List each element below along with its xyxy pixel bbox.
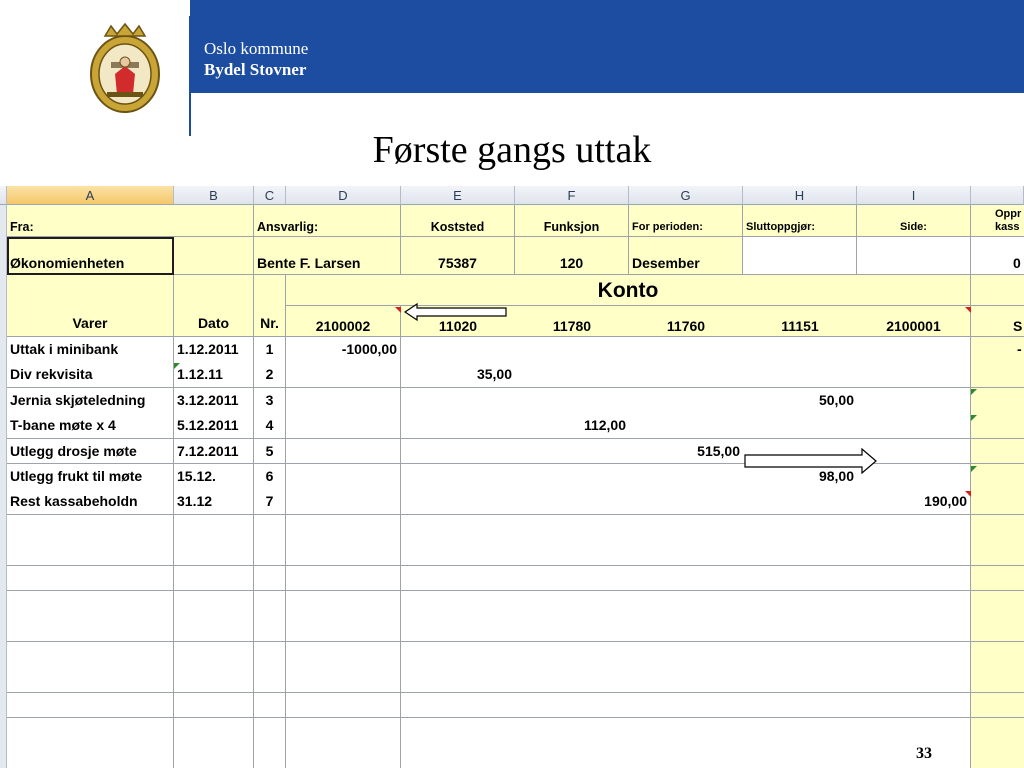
cell-amount[interactable]: 112,00 (515, 413, 630, 439)
cell-dato[interactable] (174, 743, 254, 768)
cell-varer[interactable] (7, 566, 174, 592)
cell-varer[interactable] (7, 743, 174, 768)
cell-amount[interactable] (857, 362, 971, 388)
cell-amount[interactable] (857, 540, 971, 566)
cell-nr[interactable] (254, 591, 286, 617)
column-header-g[interactable]: G (629, 186, 743, 205)
account-header[interactable]: 11151 (743, 306, 858, 337)
cell-nr[interactable] (254, 515, 286, 541)
cell-varer[interactable] (7, 718, 174, 744)
cell-last[interactable] (971, 464, 1024, 490)
cell-varer[interactable] (7, 591, 174, 617)
value-side[interactable] (857, 237, 971, 275)
cell-amount[interactable]: -1000,00 (286, 337, 401, 363)
cell-last[interactable]: - (971, 337, 1024, 363)
cell-varer[interactable]: Uttak i minibank (7, 337, 174, 363)
label-side[interactable]: Side: (857, 205, 971, 237)
value-sluttoppgjor[interactable] (743, 237, 857, 275)
cell-amount[interactable] (401, 616, 516, 642)
cell-amount[interactable] (515, 489, 630, 515)
cell-dato[interactable] (174, 515, 254, 541)
account-header[interactable]: 2100002 (286, 306, 401, 337)
cell-amount[interactable] (515, 718, 630, 744)
cell-nr[interactable] (254, 616, 286, 642)
label-oppr: Oppr (995, 208, 1022, 220)
cell-amount[interactable] (515, 693, 630, 719)
comment-marker (965, 491, 971, 497)
konto-header[interactable]: Konto (286, 275, 971, 306)
cell-amount[interactable] (401, 337, 516, 363)
cell-dato[interactable]: 31.12 (174, 489, 254, 515)
cell-last[interactable] (971, 693, 1024, 719)
error-marker (971, 415, 977, 421)
konto-header-extra[interactable] (971, 275, 1024, 306)
cell-last[interactable] (971, 540, 1024, 566)
cell-amount[interactable]: 35,00 (401, 362, 516, 388)
cell-amount[interactable] (286, 515, 401, 541)
cell-amount[interactable] (286, 540, 401, 566)
cell-amount[interactable] (515, 642, 630, 668)
value-oppr-kasse[interactable]: 0 (971, 237, 1024, 275)
cell-nr[interactable] (254, 566, 286, 592)
column-header-f[interactable]: F (515, 186, 629, 205)
cell-amount[interactable] (515, 464, 630, 490)
cell-amount[interactable]: 190,00 (857, 489, 971, 515)
cell-varer[interactable] (7, 515, 174, 541)
account-header[interactable]: 11020 (401, 306, 516, 337)
cell-amount[interactable] (286, 464, 401, 490)
cell-amount[interactable] (629, 616, 744, 642)
cell-dato[interactable] (174, 642, 254, 668)
cell-last[interactable] (971, 591, 1024, 617)
cell-nr[interactable]: 3 (254, 388, 286, 414)
column-header-b[interactable]: B (174, 186, 254, 205)
cell-amount[interactable] (857, 616, 971, 642)
cell-amount[interactable] (743, 667, 858, 693)
cell-varer[interactable] (7, 540, 174, 566)
column-header-c[interactable]: C (254, 186, 286, 205)
cell-amount[interactable] (629, 388, 744, 414)
cell-amount[interactable] (286, 693, 401, 719)
cell-dato[interactable] (174, 667, 254, 693)
column-header-d[interactable]: D (286, 186, 401, 205)
cell-amount[interactable] (629, 718, 744, 744)
row-header-strip[interactable] (0, 205, 7, 768)
cell-nr[interactable] (254, 693, 286, 719)
cell-amount[interactable] (515, 743, 630, 768)
cell-amount[interactable] (629, 489, 744, 515)
cell-amount[interactable] (515, 362, 630, 388)
select-all-corner[interactable] (0, 186, 7, 205)
label-for-perioden[interactable]: For perioden: (629, 205, 743, 237)
cell-amount[interactable] (401, 413, 516, 439)
cell-amount[interactable] (286, 591, 401, 617)
cell-amount[interactable] (629, 591, 744, 617)
cell-dato[interactable] (174, 718, 254, 744)
cell-amount[interactable] (515, 591, 630, 617)
column-header-i[interactable]: I (857, 186, 971, 205)
cell-amount[interactable] (286, 642, 401, 668)
cell-amount[interactable] (743, 743, 858, 768)
cell-nr[interactable] (254, 743, 286, 768)
cell-last[interactable] (971, 489, 1024, 515)
cell-amount[interactable] (857, 718, 971, 744)
cell-dato[interactable]: 5.12.2011 (174, 413, 254, 439)
cell-amount[interactable] (743, 718, 858, 744)
cell-last[interactable] (971, 388, 1024, 414)
label-ansvarlig[interactable]: Ansvarlig: (254, 205, 401, 237)
cell-amount[interactable] (515, 566, 630, 592)
cell-amount[interactable] (743, 540, 858, 566)
cell-amount[interactable] (286, 743, 401, 768)
cell-dato[interactable] (174, 540, 254, 566)
cell-dato[interactable] (174, 693, 254, 719)
cell-dato[interactable] (174, 591, 254, 617)
cell-amount[interactable] (515, 388, 630, 414)
cell-amount[interactable] (515, 616, 630, 642)
cell-dato[interactable]: 1.12.11 (174, 362, 254, 388)
cell-amount[interactable] (286, 489, 401, 515)
arrow-left-icon (404, 303, 508, 321)
cell-amount[interactable] (743, 642, 858, 668)
cell-amount[interactable] (401, 667, 516, 693)
cell-amount[interactable] (857, 591, 971, 617)
cell-amount[interactable] (401, 515, 516, 541)
value-funksjon[interactable]: 120 (515, 237, 629, 275)
value-koststed[interactable]: 75387 (401, 237, 515, 275)
cell-amount[interactable] (857, 388, 971, 414)
cell-last[interactable] (971, 439, 1024, 465)
label-funksjon[interactable]: Funksjon (515, 205, 629, 237)
label-koststed[interactable]: Koststed (401, 205, 515, 237)
cell-nr[interactable] (254, 642, 286, 668)
cell-dato[interactable] (174, 616, 254, 642)
oslo-city-seal-icon (89, 22, 161, 116)
comment-marker (965, 307, 971, 313)
cell-amount[interactable] (629, 362, 744, 388)
cell-amount[interactable] (857, 743, 971, 768)
cell-amount[interactable] (515, 337, 630, 363)
value-perioden[interactable]: Desember (629, 237, 743, 275)
cell-amount[interactable] (286, 616, 401, 642)
cell-varer[interactable] (7, 693, 174, 719)
cell-dato[interactable]: 1.12.2011 (174, 337, 254, 363)
cell-nr[interactable] (254, 540, 286, 566)
error-marker (971, 389, 977, 395)
cell-nr[interactable]: 5 (254, 439, 286, 465)
cell-nr[interactable]: 1 (254, 337, 286, 363)
slide-title: Første gangs uttak (372, 129, 652, 171)
cell-amount[interactable] (857, 693, 971, 719)
value-fra[interactable]: Økonomienheten (7, 237, 174, 275)
cell-grid (7, 205, 1024, 768)
column-header-e[interactable]: E (401, 186, 515, 205)
cell-amount[interactable] (286, 439, 401, 465)
cell-amount[interactable] (401, 743, 516, 768)
cell-amount[interactable] (857, 667, 971, 693)
error-marker (174, 363, 180, 369)
cell-varer[interactable]: Div rekvisita (7, 362, 174, 388)
cell-amount[interactable]: 98,00 (743, 464, 858, 490)
cell-amount[interactable] (286, 667, 401, 693)
cell-amount[interactable] (401, 439, 516, 465)
cell-last[interactable] (971, 616, 1024, 642)
cell-amount[interactable] (401, 642, 516, 668)
cell-amount[interactable] (743, 693, 858, 719)
cell-amount[interactable]: 50,00 (743, 388, 858, 414)
account-header[interactable]: 11780 (515, 306, 630, 337)
cell-amount[interactable] (515, 439, 630, 465)
cell-amount[interactable] (629, 413, 744, 439)
cell-varer[interactable]: T-bane møte x 4 (7, 413, 174, 439)
cell-amount[interactable] (857, 642, 971, 668)
label-fra[interactable]: Fra: (7, 205, 254, 237)
cell-amount[interactable] (629, 667, 744, 693)
cell-nr[interactable]: 4 (254, 413, 286, 439)
cell-amount[interactable] (743, 515, 858, 541)
cell-varer[interactable]: Utlegg drosje møte (7, 439, 174, 465)
cell-last[interactable] (971, 566, 1024, 592)
cell-amount[interactable] (515, 540, 630, 566)
header-dato[interactable]: Dato (174, 275, 254, 337)
cell-varer[interactable]: Jernia skjøteledning (7, 388, 174, 414)
cell-amount[interactable] (743, 566, 858, 592)
cell-last[interactable] (971, 642, 1024, 668)
cell-nr[interactable]: 6 (254, 464, 286, 490)
cell-amount[interactable] (401, 464, 516, 490)
header-varer[interactable]: Varer (7, 275, 174, 337)
column-header-h[interactable]: H (743, 186, 857, 205)
arrow-right-icon (744, 448, 878, 474)
cell-amount[interactable] (857, 566, 971, 592)
header-divider (189, 16, 191, 136)
value-ansvarlig[interactable]: Bente F. Larsen (254, 237, 401, 275)
cell-amount[interactable] (743, 337, 858, 363)
cell-last[interactable] (971, 413, 1024, 439)
cell-amount[interactable] (629, 464, 744, 490)
cell-amount[interactable] (401, 591, 516, 617)
label-oppr-kasse[interactable] (971, 205, 1024, 237)
cell-amount[interactable] (629, 540, 744, 566)
cell-amount[interactable] (629, 743, 744, 768)
cell-varer[interactable] (7, 616, 174, 642)
cell-amount[interactable] (629, 566, 744, 592)
cell-amount[interactable] (515, 667, 630, 693)
org-district: Bydel Stovner (204, 60, 307, 79)
cell-dato[interactable]: 3.12.2011 (174, 388, 254, 414)
label-kass: kass (995, 221, 1020, 233)
cell-amount[interactable] (401, 718, 516, 744)
cell-last[interactable] (971, 362, 1024, 388)
cell-amount[interactable] (743, 413, 858, 439)
cell-nr[interactable]: 2 (254, 362, 286, 388)
cell-amount[interactable] (515, 515, 630, 541)
cell-amount[interactable] (743, 616, 858, 642)
cell-dato[interactable]: 15.12. (174, 464, 254, 490)
comment-marker (395, 307, 401, 313)
cell-varer[interactable] (7, 667, 174, 693)
cell-amount[interactable] (286, 566, 401, 592)
cell-nr[interactable] (254, 667, 286, 693)
cell-amount[interactable]: 515,00 (629, 439, 744, 465)
cell-amount[interactable] (629, 337, 744, 363)
header-nr[interactable]: Nr. (254, 275, 286, 337)
organization-name (204, 38, 308, 80)
cell-amount[interactable] (629, 642, 744, 668)
cell-varer[interactable] (7, 642, 174, 668)
cell-amount[interactable] (401, 540, 516, 566)
cell-amount[interactable] (401, 489, 516, 515)
cell-amount[interactable] (401, 693, 516, 719)
cell-varer[interactable]: Utlegg frukt til møte (7, 464, 174, 490)
cell-amount[interactable] (743, 591, 858, 617)
header-last[interactable]: S (971, 306, 1024, 337)
account-header[interactable]: 11760 (629, 306, 744, 337)
cell-amount[interactable] (629, 515, 744, 541)
cell-amount[interactable] (857, 515, 971, 541)
cell-nr[interactable]: 7 (254, 489, 286, 515)
cell-amount[interactable] (286, 718, 401, 744)
cell-amount[interactable] (286, 388, 401, 414)
cell-dato[interactable]: 7.12.2011 (174, 439, 254, 465)
cell-amount[interactable] (743, 489, 858, 515)
cell-last[interactable] (971, 667, 1024, 693)
column-header-a[interactable]: A (7, 186, 174, 205)
cell-amount[interactable] (286, 413, 401, 439)
page-number: 33 (916, 745, 932, 762)
cell-varer[interactable]: Rest kassabeholdn (7, 489, 174, 515)
cell-amount[interactable] (401, 388, 516, 414)
cell-amount[interactable] (401, 566, 516, 592)
cell-last[interactable] (971, 743, 1024, 768)
spreadsheet (0, 186, 1024, 768)
column-header-j[interactable] (971, 186, 1024, 205)
cell-last[interactable] (971, 515, 1024, 541)
cell-amount[interactable] (629, 693, 744, 719)
cell-amount[interactable] (743, 362, 858, 388)
cell-amount[interactable] (286, 362, 401, 388)
value-fra-b[interactable] (174, 237, 254, 275)
cell-nr[interactable] (254, 718, 286, 744)
cell-amount[interactable] (857, 413, 971, 439)
org-name: Oslo kommune (204, 39, 309, 58)
cell-amount[interactable] (857, 337, 971, 363)
cell-last[interactable] (971, 718, 1024, 744)
error-marker (971, 466, 977, 472)
account-header[interactable]: 2100001 (857, 306, 971, 337)
cell-dato[interactable] (174, 566, 254, 592)
label-sluttoppgjor[interactable]: Sluttoppgjør: (743, 205, 857, 237)
